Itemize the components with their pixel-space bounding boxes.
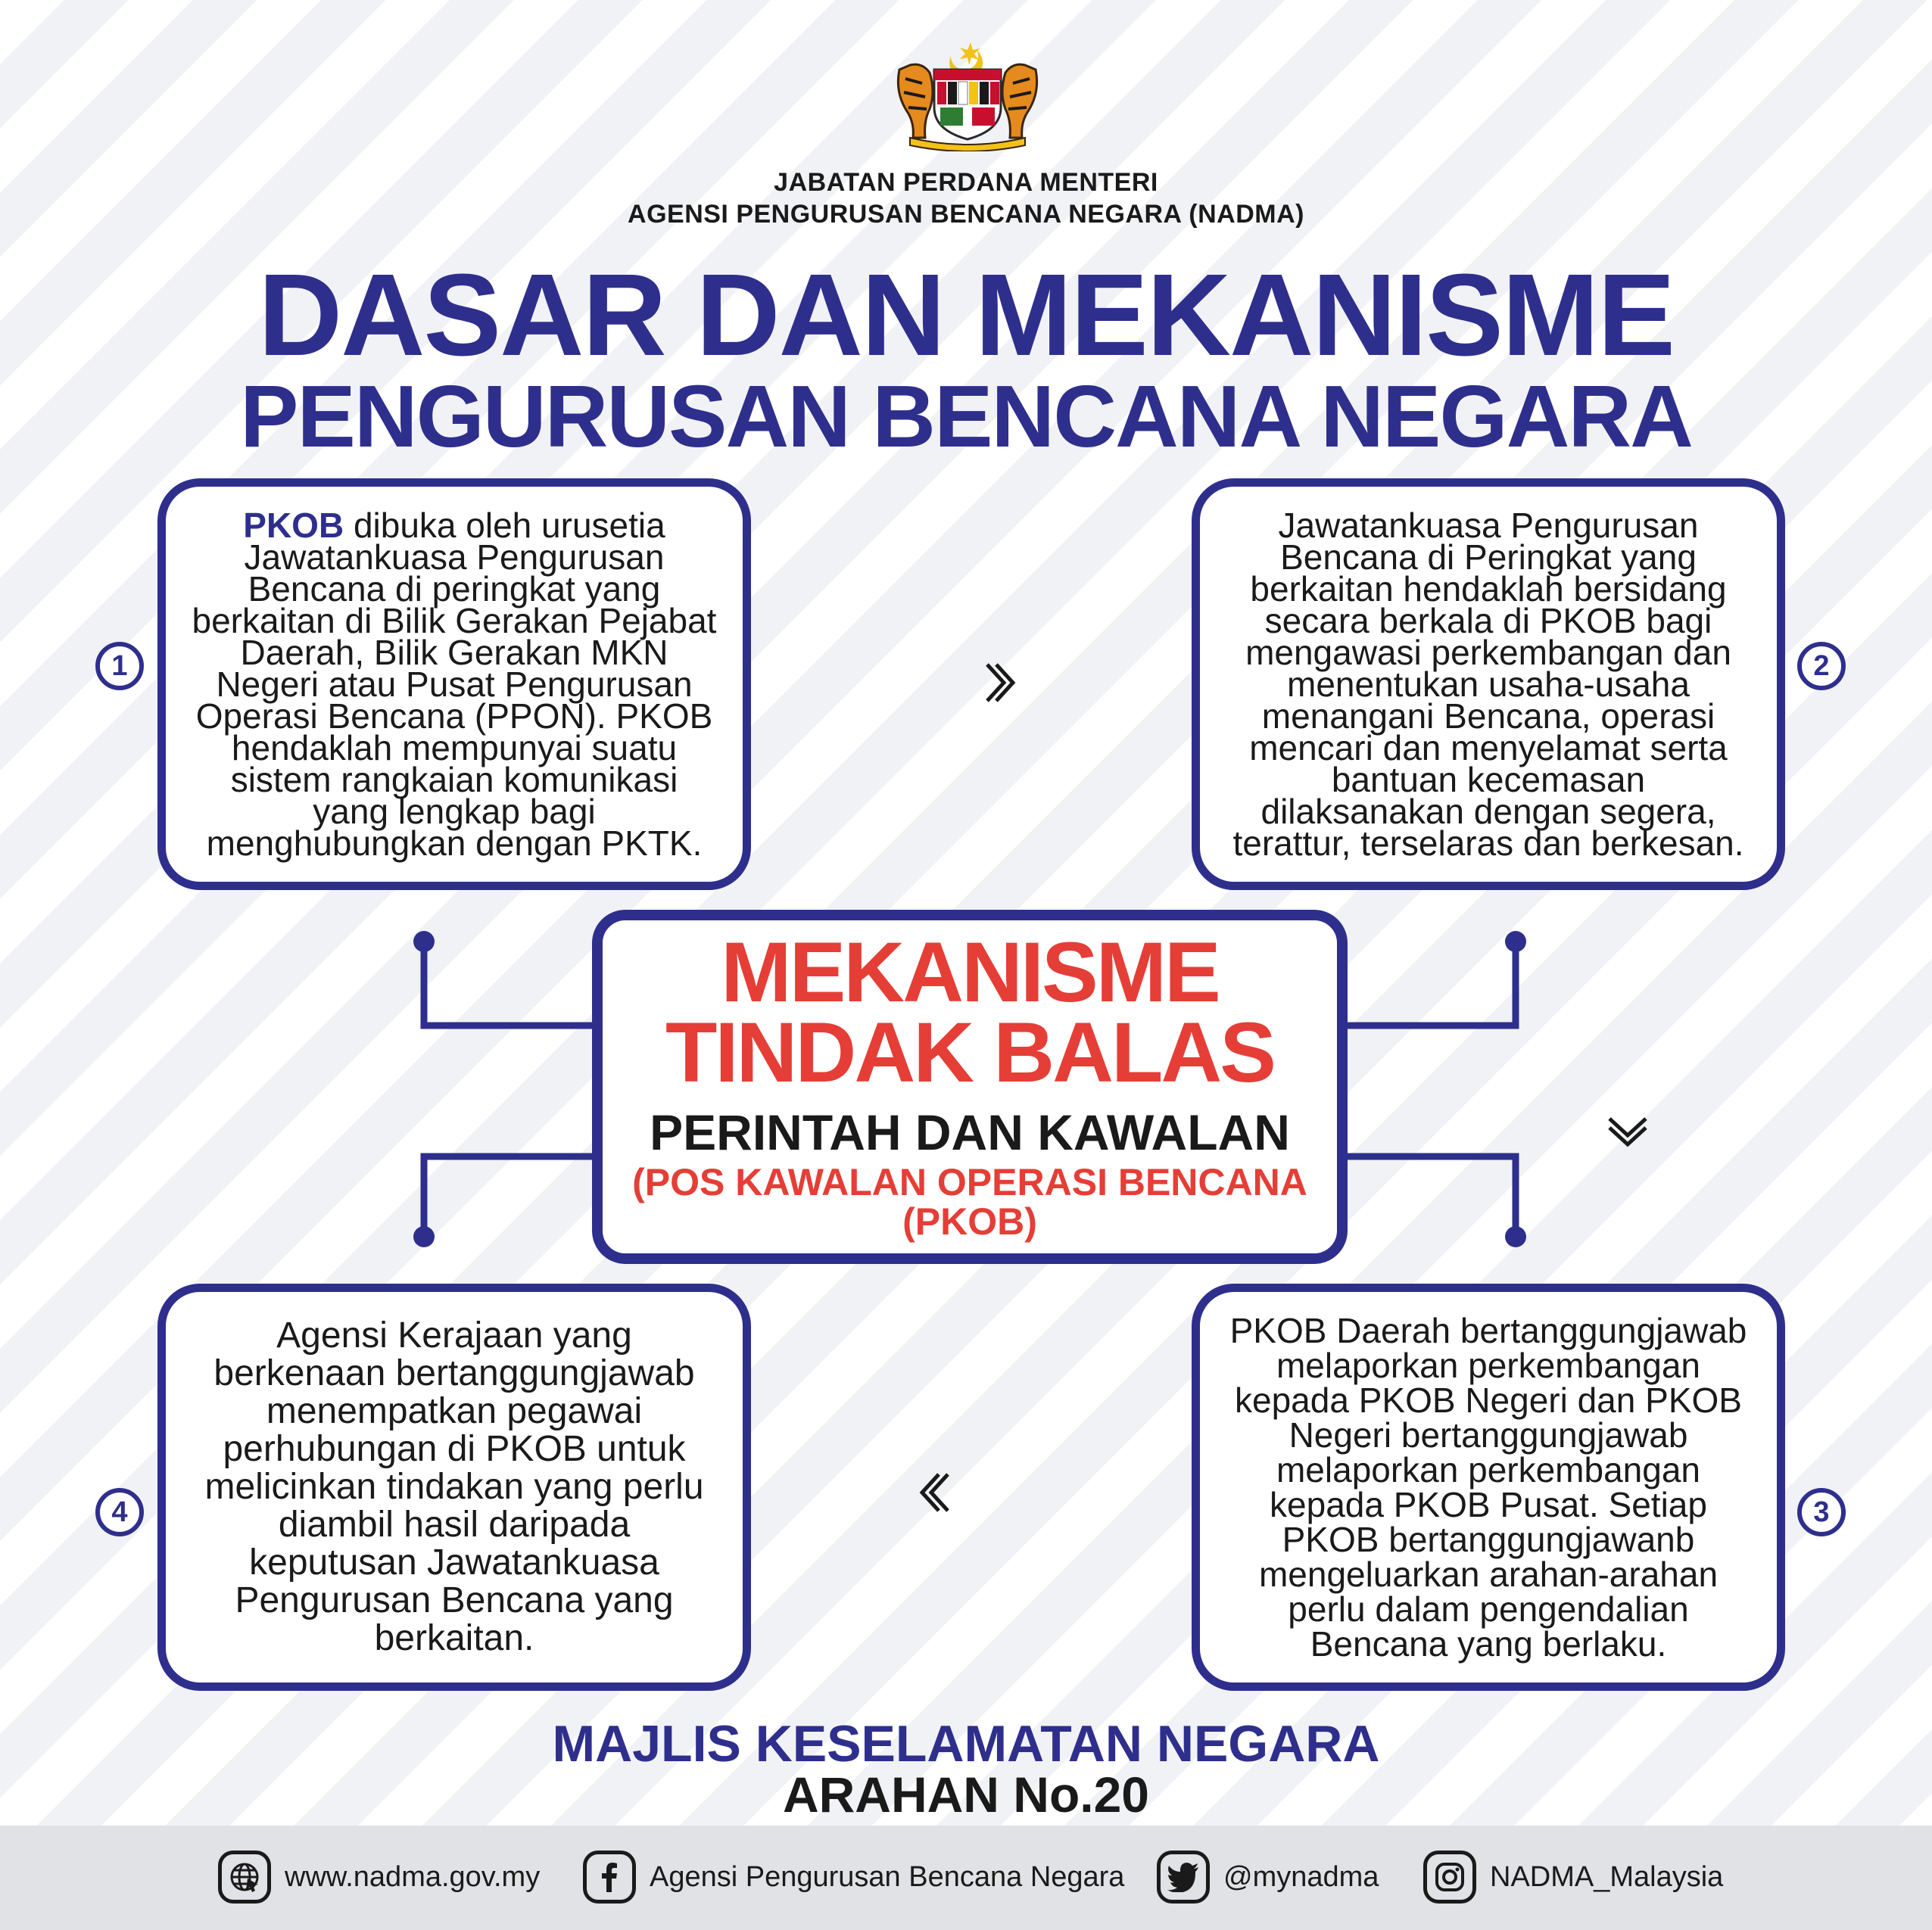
website-link[interactable] (218, 1851, 540, 1904)
instagram-link[interactable] (1423, 1851, 1723, 1904)
facebook-icon (583, 1851, 636, 1904)
center-pkob-line-1: (POS KAWALAN OPERASI BENCANA (632, 1161, 1307, 1203)
facebook-link[interactable] (583, 1851, 1124, 1904)
connector-top-right (1345, 942, 1516, 1026)
step-number-3: 3 (1797, 1488, 1846, 1536)
connector-dot (1505, 1226, 1526, 1247)
step-number-1: 1 (95, 642, 144, 690)
center-mechanism-box (592, 910, 1348, 1264)
council-name: MAJLIS KESELAMATAN NEGARA (552, 1715, 1380, 1773)
connector-bottom-right (1345, 1156, 1516, 1237)
center-title-line-2: TINDAK BALAS (665, 1005, 1274, 1100)
step-3-text: PKOB Daerah bertanggungjawab melaporkan perkembangan kepada PKOB Negeri dan PKOB Negeri bertanggungjawab melaporkan perkembangan kepada PKOB Pusat. Setiap PKOB bertanggungjawanb mengeluarkan arahan-arahan perlu dalam pengendalian Bencana yang berlaku. (1229, 1311, 1747, 1664)
step-number-4: 4 (95, 1488, 144, 1536)
connector-dot (1505, 931, 1526, 952)
twitter-icon (1157, 1851, 1210, 1904)
facebook-label: Agensi Pengurusan Bencana Negara (650, 1860, 1125, 1893)
center-title-line-1: MEKANISME (721, 925, 1219, 1019)
arrow-left-icon (919, 1470, 1019, 1515)
org-line-1: JABATAN PERDANA MENTERI (774, 168, 1158, 197)
instagram-icon (1423, 1851, 1476, 1904)
center-pkob-line-2: (PKOB) (902, 1200, 1037, 1243)
connector-dot (413, 1226, 435, 1247)
step-4-text: Agensi Kerajaan yang berkenaan bertanggungjawab menempatkan pegawai perhubungan di PKOB untuk melicinkan tindakan yang perlu diambil hasil daripada keputusan Jawatankuasa Pengurusan Bencana yang berkaitan. (204, 1315, 704, 1658)
center-subtitle: PERINTAH DAN KAWALAN (650, 1104, 1290, 1160)
page-subtitle: PENGURUSAN BENCANA NEGARA (240, 367, 1692, 465)
twitter-label: @mynadma (1223, 1860, 1379, 1893)
connector-dot (413, 931, 435, 952)
twitter-link[interactable] (1157, 1851, 1379, 1904)
step-1-highlight: PKOB (243, 506, 344, 545)
arrow-right-icon (916, 660, 1016, 705)
globe-icon (218, 1851, 271, 1904)
website-label: www.nadma.gov.my (285, 1860, 541, 1893)
connector-top-left (424, 942, 598, 1026)
instagram-label: NADMA_Malaysia (1490, 1860, 1724, 1893)
directive-name: ARAHAN No.20 (782, 1767, 1150, 1823)
step-number-2: 2 (1797, 642, 1846, 690)
connector-bottom-left (424, 1156, 598, 1237)
step-2-text: Jawatankuasa Pengurusan Bencana di Peringkat yang berkaitan hendaklah bersidang secara berkala di PKOB bagi mengawasi perkembangan dan menentukan usaha-usaha menangani Bencana, operasi mencari dan menyelamat serta bantuan kecemasan dilaksanakan dengan segera, terattur, terselaras dan berkesan. (1232, 506, 1744, 863)
page-title: DASAR DAN MEKANISME (258, 250, 1674, 380)
step-1-body: dibuka oleh urusetia Jawatankuasa Pengurusan Bencana di peringkat yang berkaitan di Bilik Gerakan Pejabat Daerah, Bilik Gerakan MKN Negeri atau Pusat Pengurusan Operasi Bencana (PPON). PKOB hendaklah mempunyai suatu sistem rangkaian komunikasi yang lengkap bagi menghubungkan dengan PKTK. (192, 506, 717, 863)
org-line-2: AGENSI PENGURUSAN BENCANA NEGARA (NADMA) (628, 200, 1304, 229)
arrow-down-icon (1605, 1047, 1650, 1147)
